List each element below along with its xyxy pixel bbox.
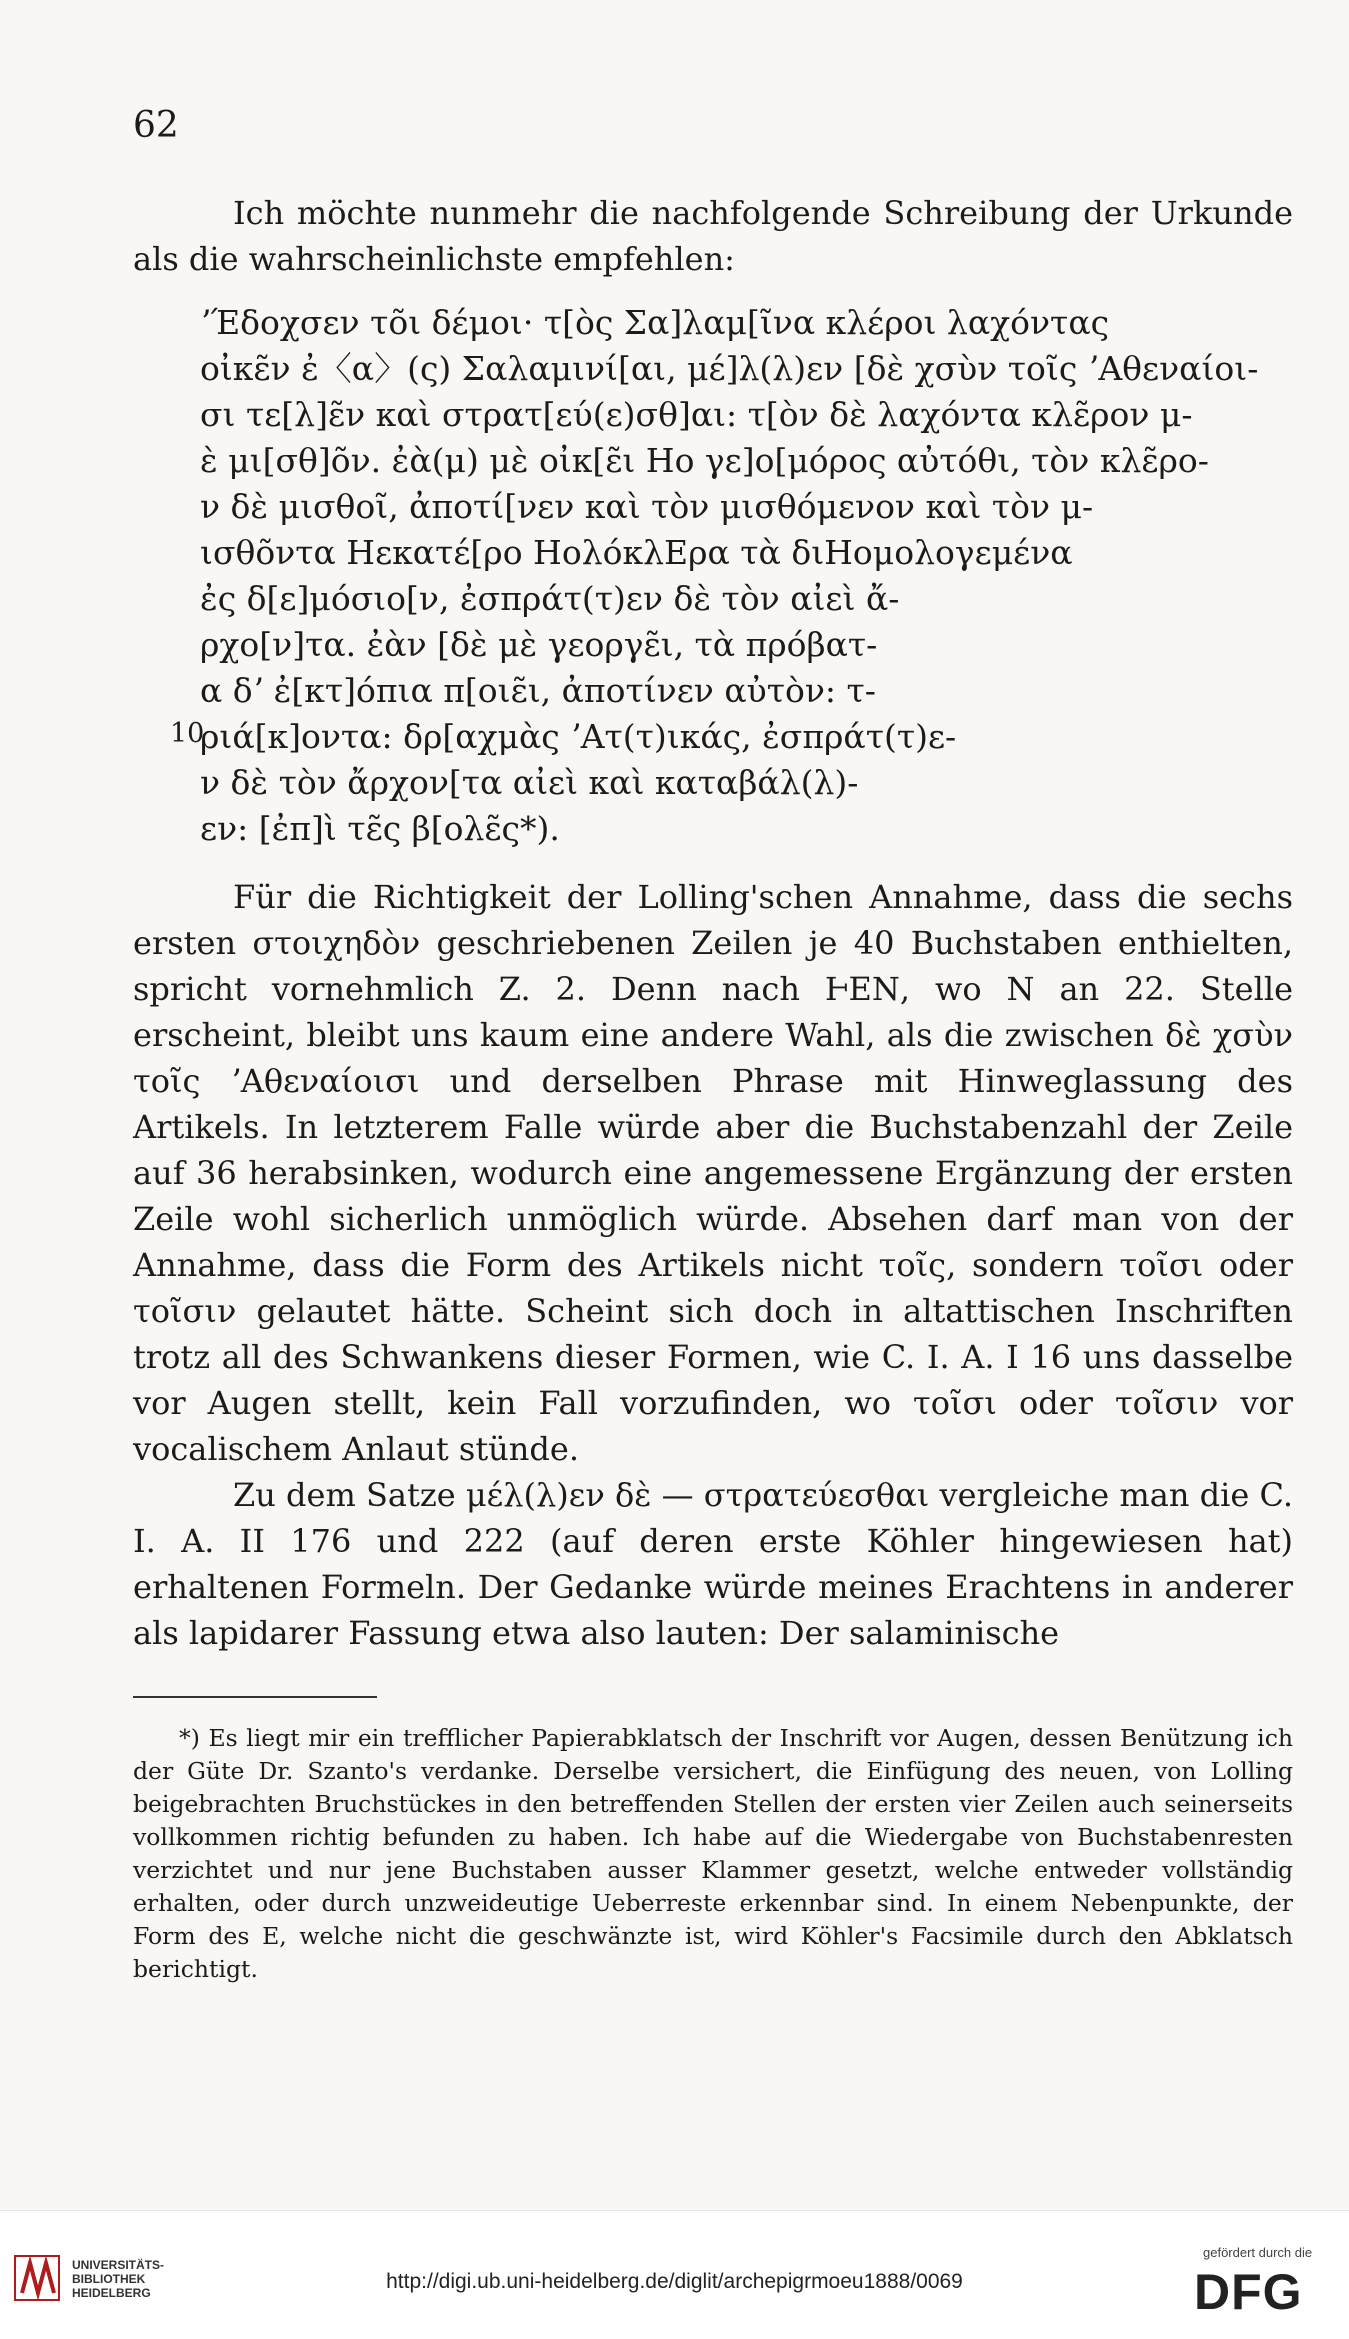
inscription-line: ισθõντα Ηεκατέ[ρο ΗολόκλΕρα τὰ διΗομολογεμένα: [200, 533, 1073, 572]
intro-paragraph: [133, 190, 1293, 282]
inscription-line: ρχο[ν]τα. ἐὰν [δὲ μὲ γεοργε̃ι, τὰ πρόβατ-: [200, 625, 878, 664]
main-text: [133, 874, 1293, 1656]
inscription-line: εν: [ἐπ]ὶ τε̃ς β[ολε̃ς*).: [200, 809, 560, 848]
footnote-divider: [133, 1696, 377, 1698]
inscription-block: [200, 300, 1300, 852]
inscription-line: ν δὲ μισθοῖ, ἀποτί[νεν καὶ τὸν μισθόμενον καὶ τὸν μ-: [200, 487, 1094, 526]
permalink-url[interactable]: http://digi.ub.uni-heidelberg.de/diglit/archepigrmoeu1888/0069: [386, 2270, 963, 2293]
inscription-line: ὲ μι[σθ]õν. ἐὰ(μ) μὲ οἰκ[ε̃ι Ηο γε]ο[μόρος αὐτόθι, τὸν κλε̃ρο-: [200, 441, 1209, 480]
line-number-marker: 10: [170, 718, 205, 749]
paragraph: Für die Richtigkeit der Lolling'schen Annahme, dass die sechs ersten στοιχηδὸν geschriebenen Zeilen je 40 Buchstaben enthielten, spricht vornehmlich Z. 2. Denn nach ⱵΕΝ, wo Ν an 22. Stelle erscheint, bleibt uns kaum eine andere Wahl, als die zwischen δὲ χσὺν τοῖς ʼΑθεναίοισι und derselben Phrase mit Hinweglassung des Artikels. In letzterem Falle würde aber die Buchstabenzahl der Zeile auf 36 herabsinken, wodurch eine angemessene Ergänzung der ersten Zeile wohl sicherlich unmöglich würde. Absehen darf man von der Annahme, dass die Form des Artikels nicht τοῖς, sondern τοῖσι oder τοῖσιν gelautet hätte. Scheint sich doch in altattischen Inschriften trotz all des Schwankens dieser Formen, wie C. I. A. I 16 uns dasselbe vor Augen stellt, kein Fall vorzufinden, wo τοῖσι oder τοῖσιν vor vocalischem Anlaut stünde.: [133, 878, 1293, 1468]
footnote-text: *) Es liegt mir ein trefflicher Papierabklatsch der Inschrift vor Augen, dessen Benützung ich der Güte Dr. Szanto's verdanke. Derselbe versichert, die Einfügung des neuen, von Lolling beigebrachten Bruchstückes in den betreffenden Stellen der ersten vier Zeilen auch seinerseits vollkommen richtig befunden zu haben. Ich habe auf die Wiedergabe von Buchstabenresten verzichtet und nur jene Buchstaben ausser Klammer gesetzt, welche entweder vollständig erhalten, oder durch unzweideutige Ueberreste erkennbar sind. In einem Nebenpunkte, der Form des E, welche nicht die geschwänzte ist, wird Köhler's Facsimile durch den Abklatsch berichtigt.: [133, 1724, 1293, 1983]
funding-caption: gefördert durch die: [1203, 2245, 1313, 2260]
page-number: 62: [133, 105, 179, 146]
paragraph: Zu dem Satze μέλ(λ)εν δὲ — στρατεύεσθαι vergleiche man die C. I. A. II 176 und 222 (auf deren erste Köhler hingewiesen hat) erhaltenen Formeln. Der Gedanke würde meines Erachtens in anderer als lapidarer Fassung etwa also lauten: Der salaminische: [133, 1476, 1293, 1652]
inscription-line: σι τε[λ]ε̃ν καὶ στρατ[εύ(ε)σθ]αι: τ[ὸν δὲ λαχόντα κλε̃ρον μ-: [200, 395, 1193, 434]
footnote: [133, 1722, 1293, 1986]
inscription-line: οἰκε̃ν ἐ〈α〉(ς) Σαλαμινί[αι, μέ]λ(λ)εν [δὲ χσὺν τοῖς ʼΑθεναίοι-: [200, 349, 1259, 388]
inscription-line: ριά[κ]οντα: δρ[αχμὰς ʼΑτ(τ)ικάς, ἐσπράτ(τ)ε-: [200, 717, 957, 756]
inscription-line: ἐς δ[ε]μόσιο[ν, ἐσπράτ(τ)εν δὲ τὸν αἰεὶ ἄ-: [200, 579, 900, 618]
intro-text: Ich möchte nunmehr die nachfolgende Schreibung der Urkunde als die wahrscheinlichste empfehlen:: [133, 194, 1293, 278]
inscription-line: α δʼ ἐ[κτ]όπια π[οιε̃ι, ἀποτίνεν αὐτὸν: τ-: [200, 671, 876, 710]
inscription-line: ν δὲ τὸν ἄρχον[τα αἰεὶ καὶ καταβάλ(λ)-: [200, 763, 859, 802]
dfg-logo: DFG: [1194, 2264, 1303, 2320]
inscription-line: ʼΈδοχσεν τõι δέμοι· τ[ὸς Σα]λαμ[ῖνα κλέροι λαχόντας: [200, 303, 1110, 342]
institution-name: UNIVERSITÄTS- BIBLIOTHEK HEIDELBERG: [72, 2258, 165, 2300]
